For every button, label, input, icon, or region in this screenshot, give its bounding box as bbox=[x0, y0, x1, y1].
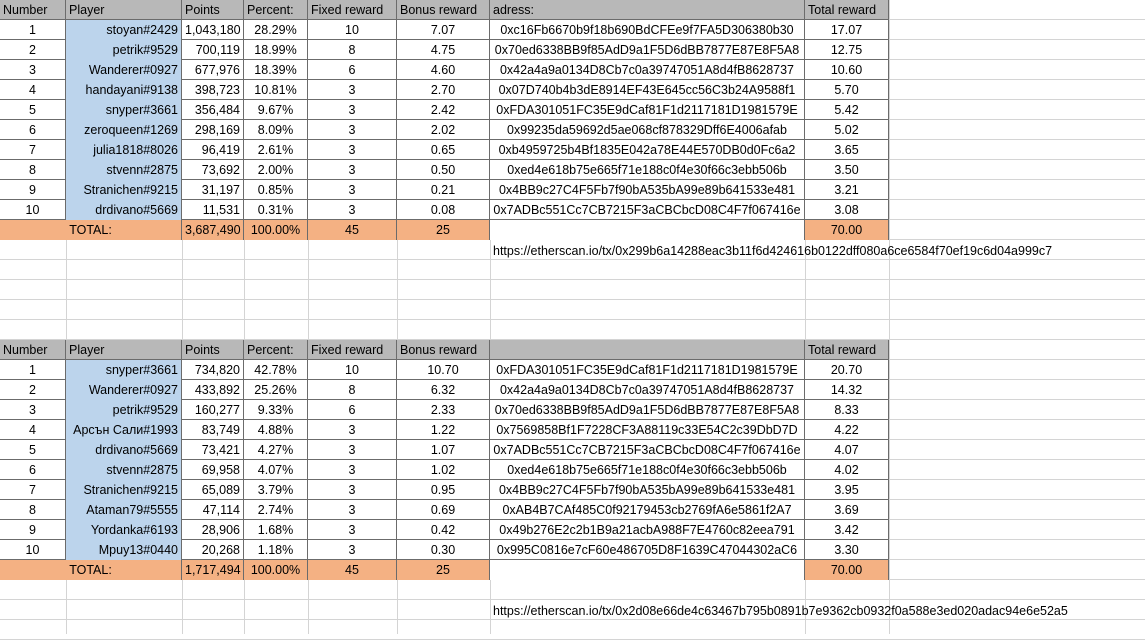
cell-number[interactable]: 1 bbox=[0, 360, 66, 380]
table-row bbox=[0, 420, 889, 440]
cell-fixed[interactable]: 3 bbox=[308, 200, 397, 220]
header-cell-total[interactable]: Total reward bbox=[805, 0, 889, 20]
cell-total[interactable]: 3.95 bbox=[805, 480, 889, 500]
total-cell-percent[interactable]: 100.00% bbox=[244, 560, 308, 580]
cell-address[interactable]: 0x42a4a9a0134D8Cb7c0a39747051A8d4fB8628737 bbox=[490, 60, 805, 80]
cell-points[interactable]: 700,119 bbox=[182, 40, 244, 60]
table-row bbox=[0, 40, 889, 60]
cell-percent[interactable]: 2.61% bbox=[244, 140, 308, 160]
cell-bonus[interactable]: 0.95 bbox=[397, 480, 490, 500]
cell-bonus[interactable]: 0.21 bbox=[397, 180, 490, 200]
cell-bonus[interactable]: 2.33 bbox=[397, 400, 490, 420]
total-cell-bonus[interactable]: 25 bbox=[397, 560, 490, 580]
header-cell-number[interactable]: Number bbox=[0, 0, 66, 20]
cell-address[interactable]: 0x4BB9c27C4F5Fb7f90bA535bA99e89b641533e481 bbox=[490, 180, 805, 200]
cell-address[interactable]: 0xFDA301051FC35E9dCaf81F1d2117181D1981579E bbox=[490, 100, 805, 120]
cell-bonus[interactable]: 0.69 bbox=[397, 500, 490, 520]
table-row bbox=[0, 460, 889, 480]
header-cell-number[interactable]: Number bbox=[0, 340, 66, 360]
cell-bonus[interactable]: 2.70 bbox=[397, 80, 490, 100]
header-row bbox=[0, 340, 889, 360]
cell-number[interactable]: 3 bbox=[0, 400, 66, 420]
header-cell-fixed[interactable]: Fixed reward bbox=[308, 0, 397, 20]
total-cell-total[interactable]: 70.00 bbox=[805, 220, 889, 240]
cell-bonus[interactable]: 7.07 bbox=[397, 20, 490, 40]
cell-fixed[interactable]: 3 bbox=[308, 460, 397, 480]
cell-fixed[interactable]: 3 bbox=[308, 180, 397, 200]
cell-total[interactable]: 3.42 bbox=[805, 520, 889, 540]
cell-player[interactable]: drdivano#5669 bbox=[66, 440, 182, 460]
cell-percent[interactable]: 3.79% bbox=[244, 480, 308, 500]
cell-total[interactable]: 5.70 bbox=[805, 80, 889, 100]
table-row bbox=[0, 540, 889, 560]
cell-player[interactable]: Stranichen#9215 bbox=[66, 180, 182, 200]
cell-total[interactable]: 3.08 bbox=[805, 200, 889, 220]
cell-points[interactable]: 734,820 bbox=[182, 360, 244, 380]
cell-number[interactable]: 10 bbox=[0, 540, 66, 560]
cell-fixed[interactable]: 8 bbox=[308, 40, 397, 60]
cell-player[interactable]: Wanderer#0927 bbox=[66, 380, 182, 400]
cell-percent[interactable]: 10.81% bbox=[244, 80, 308, 100]
cell-bonus[interactable]: 6.32 bbox=[397, 380, 490, 400]
header-cell-percent[interactable]: Percent: bbox=[244, 0, 308, 20]
cell-total[interactable]: 5.42 bbox=[805, 100, 889, 120]
cell-number[interactable]: 8 bbox=[0, 160, 66, 180]
cell-address[interactable]: 0x49b276E2c2b1B9a21acbA988F7E4760c82eea791 bbox=[490, 520, 805, 540]
cell-fixed[interactable]: 3 bbox=[308, 420, 397, 440]
cell-total[interactable]: 3.50 bbox=[805, 160, 889, 180]
cell-player[interactable]: snyper#3661 bbox=[66, 100, 182, 120]
cell-player[interactable]: Арсън Сали#1993 bbox=[66, 420, 182, 440]
header-cell-address[interactable]: adress: bbox=[490, 0, 805, 20]
etherscan-link[interactable]: https://etherscan.io/tx/0x299b6a14288eac3b11f6d424616b0122dff080a6ce6584f70ef19c6d04a999c7 bbox=[493, 244, 1053, 258]
cell-address[interactable]: 0xc16Fb6670b9f18b690BdCFEe9f7FA5D306380b30 bbox=[490, 20, 805, 40]
cell-points[interactable]: 73,421 bbox=[182, 440, 244, 460]
header-cell-address[interactable] bbox=[490, 340, 805, 360]
cell-total[interactable]: 4.07 bbox=[805, 440, 889, 460]
cell-points[interactable]: 31,197 bbox=[182, 180, 244, 200]
total-cell-total[interactable]: 70.00 bbox=[805, 560, 889, 580]
cell-bonus[interactable]: 0.30 bbox=[397, 540, 490, 560]
cell-address[interactable]: 0x70ed6338BB9f85AdD9a1F5D6dBB7877E87E8F5A8 bbox=[490, 40, 805, 60]
cell-points[interactable]: 1,043,180 bbox=[182, 20, 244, 40]
table-row bbox=[0, 200, 889, 220]
table-row bbox=[0, 160, 889, 180]
table-row bbox=[0, 520, 889, 540]
cell-number[interactable]: 5 bbox=[0, 100, 66, 120]
cell-percent[interactable]: 28.29% bbox=[244, 20, 308, 40]
cell-total[interactable]: 17.07 bbox=[805, 20, 889, 40]
table-row bbox=[0, 380, 889, 400]
cell-percent[interactable]: 42.78% bbox=[244, 360, 308, 380]
cell-number[interactable]: 2 bbox=[0, 380, 66, 400]
cell-player[interactable]: drdivano#5669 bbox=[66, 200, 182, 220]
cell-bonus[interactable]: 10.70 bbox=[397, 360, 490, 380]
cell-address[interactable]: 0x99235da59692d5ae068cf878329Dff6E4006afab bbox=[490, 120, 805, 140]
cell-points[interactable]: 356,484 bbox=[182, 100, 244, 120]
header-cell-fixed[interactable]: Fixed reward bbox=[308, 340, 397, 360]
cell-points[interactable]: 28,906 bbox=[182, 520, 244, 540]
cell-total[interactable]: 3.21 bbox=[805, 180, 889, 200]
cell-number[interactable]: 9 bbox=[0, 520, 66, 540]
cell-bonus[interactable]: 1.22 bbox=[397, 420, 490, 440]
total-cell-fixed[interactable]: 45 bbox=[308, 220, 397, 240]
cell-points[interactable]: 73,692 bbox=[182, 160, 244, 180]
cell-address[interactable]: 0xAB4B7CAf485C0f92179453cb2769fA6e5861f2A7 bbox=[490, 500, 805, 520]
table-row bbox=[0, 480, 889, 500]
cell-percent[interactable]: 8.09% bbox=[244, 120, 308, 140]
table-row bbox=[0, 20, 889, 40]
cell-fixed[interactable]: 3 bbox=[308, 100, 397, 120]
cell-player[interactable]: handayani#9138 bbox=[66, 80, 182, 100]
cell-number[interactable]: 5 bbox=[0, 440, 66, 460]
cell-bonus[interactable]: 4.60 bbox=[397, 60, 490, 80]
table-row bbox=[0, 120, 889, 140]
header-cell-total[interactable]: Total reward bbox=[805, 340, 889, 360]
empty-row[interactable] bbox=[0, 620, 1145, 640]
cell-address[interactable]: 0x42a4a9a0134D8Cb7c0a39747051A8d4fB8628737 bbox=[490, 380, 805, 400]
cell-fixed[interactable]: 3 bbox=[308, 440, 397, 460]
cell-points[interactable]: 69,958 bbox=[182, 460, 244, 480]
cell-bonus[interactable]: 0.42 bbox=[397, 520, 490, 540]
cell-number[interactable]: 2 bbox=[0, 40, 66, 60]
cell-points[interactable]: 20,268 bbox=[182, 540, 244, 560]
header-cell-points[interactable]: Points bbox=[182, 340, 244, 360]
cell-number[interactable]: 4 bbox=[0, 420, 66, 440]
cell-number[interactable]: 7 bbox=[0, 140, 66, 160]
table-row bbox=[0, 400, 889, 420]
cell-player[interactable]: Ataman79#5555 bbox=[66, 500, 182, 520]
cell-total[interactable]: 3.69 bbox=[805, 500, 889, 520]
cell-percent[interactable]: 18.39% bbox=[244, 60, 308, 80]
cell-points[interactable]: 47,114 bbox=[182, 500, 244, 520]
empty-row[interactable] bbox=[0, 260, 1145, 280]
header-cell-bonus[interactable]: Bonus reward bbox=[397, 0, 490, 20]
cell-points[interactable]: 677,976 bbox=[182, 60, 244, 80]
header-row bbox=[0, 0, 889, 20]
total-cell-points[interactable]: 3,687,490 bbox=[182, 220, 244, 240]
cell-fixed[interactable]: 6 bbox=[308, 60, 397, 80]
cell-percent[interactable]: 9.67% bbox=[244, 100, 308, 120]
total-cell-percent[interactable]: 100.00% bbox=[244, 220, 308, 240]
cell-points[interactable]: 83,749 bbox=[182, 420, 244, 440]
cell-fixed[interactable]: 8 bbox=[308, 380, 397, 400]
cell-percent[interactable]: 18.99% bbox=[244, 40, 308, 60]
cell-player[interactable]: zeroqueen#1269 bbox=[66, 120, 182, 140]
header-cell-player[interactable]: Player bbox=[66, 0, 182, 20]
cell-number[interactable]: 10 bbox=[0, 200, 66, 220]
cell-number[interactable]: 9 bbox=[0, 180, 66, 200]
header-cell-points[interactable]: Points bbox=[182, 0, 244, 20]
cell-player[interactable]: Wanderer#0927 bbox=[66, 60, 182, 80]
cell-fixed[interactable]: 3 bbox=[308, 480, 397, 500]
cell-player[interactable]: julia1818#8026 bbox=[66, 140, 182, 160]
total-cell-points[interactable]: 1,717,494 bbox=[182, 560, 244, 580]
cell-player[interactable]: Yordanka#6193 bbox=[66, 520, 182, 540]
cell-percent[interactable]: 25.26% bbox=[244, 380, 308, 400]
cell-number[interactable]: 4 bbox=[0, 80, 66, 100]
cell-bonus[interactable]: 0.50 bbox=[397, 160, 490, 180]
cell-number[interactable]: 6 bbox=[0, 460, 66, 480]
cell-player[interactable]: petrik#9529 bbox=[66, 400, 182, 420]
cell-bonus[interactable]: 0.08 bbox=[397, 200, 490, 220]
cell-points[interactable]: 398,723 bbox=[182, 80, 244, 100]
header-cell-percent[interactable]: Percent: bbox=[244, 340, 308, 360]
table-row bbox=[0, 360, 889, 380]
cell-percent[interactable]: 2.74% bbox=[244, 500, 308, 520]
cell-points[interactable]: 160,277 bbox=[182, 400, 244, 420]
total-cell-address[interactable] bbox=[490, 220, 805, 240]
cell-address[interactable]: 0xed4e618b75e665f71e188c0f4e30f66c3ebb506b bbox=[490, 460, 805, 480]
empty-row[interactable] bbox=[0, 300, 1145, 320]
cell-fixed[interactable]: 3 bbox=[308, 500, 397, 520]
cell-address[interactable]: 0x7ADBc551Cc7CB7215F3aCBCbcD08C4F7f067416e bbox=[490, 200, 805, 220]
cell-percent[interactable]: 4.27% bbox=[244, 440, 308, 460]
total-cell-fixed[interactable]: 45 bbox=[308, 560, 397, 580]
empty-row[interactable] bbox=[0, 280, 1145, 300]
cell-number[interactable]: 8 bbox=[0, 500, 66, 520]
cell-total[interactable]: 4.02 bbox=[805, 460, 889, 480]
cell-number[interactable]: 6 bbox=[0, 120, 66, 140]
empty-row[interactable] bbox=[0, 320, 1145, 340]
cell-points[interactable]: 65,089 bbox=[182, 480, 244, 500]
cell-total[interactable]: 12.75 bbox=[805, 40, 889, 60]
cell-address[interactable]: 0x7569858Bf1F7228CF3A88119c33E54C2c39DbD7D bbox=[490, 420, 805, 440]
cell-fixed[interactable]: 3 bbox=[308, 540, 397, 560]
table-row bbox=[0, 100, 889, 120]
cell-fixed[interactable]: 10 bbox=[308, 360, 397, 380]
cell-points[interactable]: 96,419 bbox=[182, 140, 244, 160]
total-row bbox=[0, 560, 889, 580]
cell-address[interactable]: 0x995C0816e7cF60e486705D8F1639C47044302aC6 bbox=[490, 540, 805, 560]
cell-player[interactable]: Mpuy13#0440 bbox=[66, 540, 182, 560]
header-cell-bonus[interactable]: Bonus reward bbox=[397, 340, 490, 360]
cell-player[interactable]: Stranichen#9215 bbox=[66, 480, 182, 500]
cell-bonus[interactable]: 0.65 bbox=[397, 140, 490, 160]
cell-player[interactable]: stoyan#2429 bbox=[66, 20, 182, 40]
cell-player[interactable]: stvenn#2875 bbox=[66, 460, 182, 480]
cell-fixed[interactable]: 6 bbox=[308, 400, 397, 420]
cell-bonus[interactable]: 2.02 bbox=[397, 120, 490, 140]
table-row bbox=[0, 180, 889, 200]
cell-fixed[interactable]: 10 bbox=[308, 20, 397, 40]
table-row bbox=[0, 440, 889, 460]
cell-points[interactable]: 298,169 bbox=[182, 120, 244, 140]
cell-percent[interactable]: 1.68% bbox=[244, 520, 308, 540]
cell-total[interactable]: 3.30 bbox=[805, 540, 889, 560]
cell-address[interactable]: 0x7ADBc551Cc7CB7215F3aCBCbcD08C4F7f067416e bbox=[490, 440, 805, 460]
cell-total[interactable]: 8.33 bbox=[805, 400, 889, 420]
etherscan-link[interactable]: https://etherscan.io/tx/0x2d08e66de4c63467b795b0891b7e9362cb0932f0a588e3ed020adac94e6e52a5 bbox=[493, 604, 1068, 618]
cell-address[interactable]: 0xed4e618b75e665f71e188c0f4e30f66c3ebb506b bbox=[490, 160, 805, 180]
cell-percent[interactable]: 4.07% bbox=[244, 460, 308, 480]
total-cell-bonus[interactable]: 25 bbox=[397, 220, 490, 240]
cell-address[interactable]: 0xb4959725b4Bf1835E042a78E44E570DB0d0Fc6a2 bbox=[490, 140, 805, 160]
cell-percent[interactable]: 9.33% bbox=[244, 400, 308, 420]
cell-points[interactable]: 433,892 bbox=[182, 380, 244, 400]
cell-number[interactable]: 1 bbox=[0, 20, 66, 40]
total-row bbox=[0, 220, 889, 240]
table-row bbox=[0, 500, 889, 520]
cell-number[interactable]: 3 bbox=[0, 60, 66, 80]
cell-bonus[interactable]: 4.75 bbox=[397, 40, 490, 60]
cell-player[interactable]: petrik#9529 bbox=[66, 40, 182, 60]
table-row bbox=[0, 80, 889, 100]
cell-percent[interactable]: 0.31% bbox=[244, 200, 308, 220]
cell-points[interactable]: 11,531 bbox=[182, 200, 244, 220]
cell-address[interactable]: 0x70ed6338BB9f85AdD9a1F5D6dBB7877E87E8F5A8 bbox=[490, 400, 805, 420]
cell-player[interactable]: snyper#3661 bbox=[66, 360, 182, 380]
header-cell-player[interactable]: Player bbox=[66, 340, 182, 360]
cell-fixed[interactable]: 3 bbox=[308, 120, 397, 140]
cell-fixed[interactable]: 3 bbox=[308, 80, 397, 100]
total-cell-number[interactable]: TOTAL: bbox=[0, 220, 182, 240]
cell-total[interactable]: 20.70 bbox=[805, 360, 889, 380]
cell-fixed[interactable]: 3 bbox=[308, 140, 397, 160]
table-row bbox=[0, 140, 889, 160]
cell-bonus[interactable]: 1.02 bbox=[397, 460, 490, 480]
cell-address[interactable]: 0x4BB9c27C4F5Fb7f90bA535bA99e89b641533e481 bbox=[490, 480, 805, 500]
cell-percent[interactable]: 1.18% bbox=[244, 540, 308, 560]
cell-bonus[interactable]: 2.42 bbox=[397, 100, 490, 120]
cell-address[interactable]: 0x07D740b4b3dE8914EF43E645cc56C3b24A9588f1 bbox=[490, 80, 805, 100]
total-cell-address[interactable] bbox=[490, 560, 805, 580]
empty-row[interactable] bbox=[0, 580, 1145, 600]
cell-percent[interactable]: 0.85% bbox=[244, 180, 308, 200]
cell-number[interactable]: 7 bbox=[0, 480, 66, 500]
cell-total[interactable]: 3.65 bbox=[805, 140, 889, 160]
cell-total[interactable]: 10.60 bbox=[805, 60, 889, 80]
cell-percent[interactable]: 4.88% bbox=[244, 420, 308, 440]
cell-total[interactable]: 5.02 bbox=[805, 120, 889, 140]
column-gridline bbox=[889, 0, 890, 634]
cell-fixed[interactable]: 3 bbox=[308, 520, 397, 540]
total-cell-number[interactable]: TOTAL: bbox=[0, 560, 182, 580]
cell-address[interactable]: 0xFDA301051FC35E9dCaf81F1d2117181D1981579E bbox=[490, 360, 805, 380]
cell-percent[interactable]: 2.00% bbox=[244, 160, 308, 180]
cell-fixed[interactable]: 3 bbox=[308, 160, 397, 180]
table-row bbox=[0, 60, 889, 80]
cell-player[interactable]: stvenn#2875 bbox=[66, 160, 182, 180]
cell-total[interactable]: 4.22 bbox=[805, 420, 889, 440]
cell-bonus[interactable]: 1.07 bbox=[397, 440, 490, 460]
cell-total[interactable]: 14.32 bbox=[805, 380, 889, 400]
